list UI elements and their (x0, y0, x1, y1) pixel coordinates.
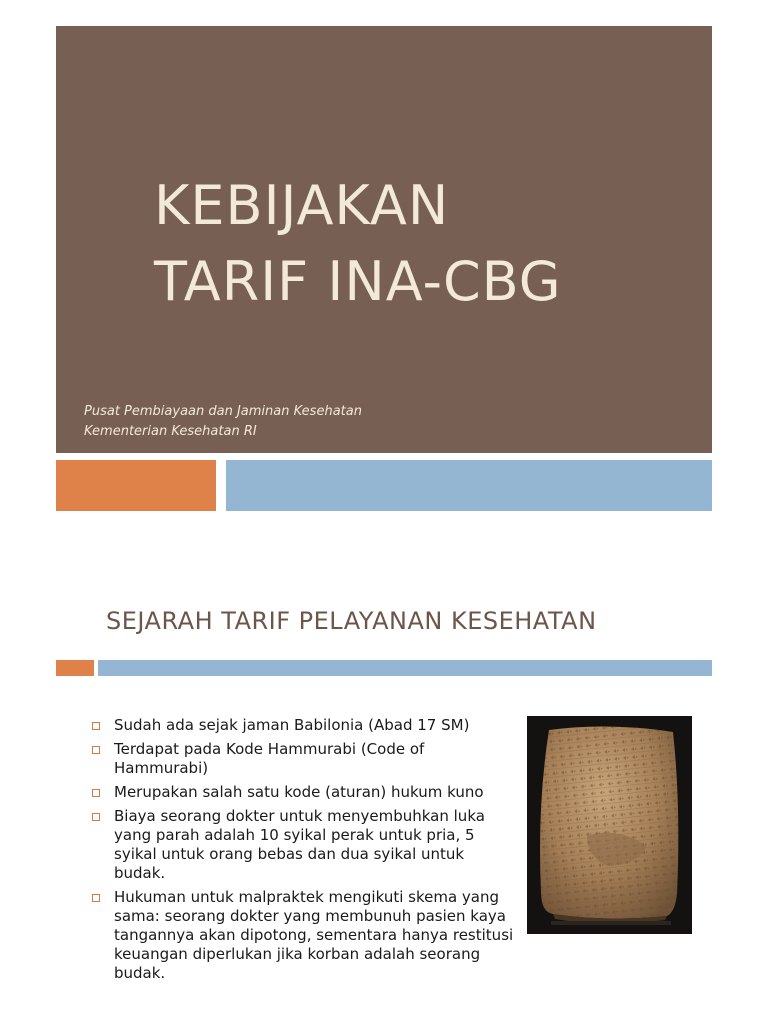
square-bullet-icon (92, 894, 100, 902)
main-title-line-2: TARIF INA-CBG (154, 250, 562, 313)
section-accent-bar-orange (56, 660, 94, 676)
bullet-item (90, 740, 516, 778)
clay-tablet-image (527, 716, 692, 934)
main-title-line-1: KEBIJAKAN (154, 174, 450, 237)
bullet-item (90, 783, 516, 802)
bullet-item (90, 888, 516, 983)
accent-bar-orange (56, 460, 216, 511)
section-accent-bar-blue (98, 660, 712, 676)
square-bullet-icon (92, 722, 100, 730)
square-bullet-icon (92, 746, 100, 754)
square-bullet-icon (92, 813, 100, 821)
bullet-list (90, 716, 516, 988)
title-slide-panel (56, 26, 712, 453)
section-title: SEJARAH TARIF PELAYANAN KESEHATAN (106, 607, 597, 635)
bullet-text: Biaya seorang dokter untuk menyembuhkan luka yang parah adalah 10 syikal perak untuk pria, 5 syikal untuk orang bebas dan dua syikal untuk budak. (114, 807, 485, 882)
bullet-item (90, 807, 516, 883)
clay-tablet-illustration (527, 716, 692, 934)
bullet-text: Merupakan salah satu kode (aturan) hukum kuno (114, 783, 484, 801)
subtitle-line-1: Pusat Pembiayaan dan Jaminan Kesehatan (84, 404, 362, 419)
bullet-text: Hukuman untuk malpraktek mengikuti skema yang sama: seorang dokter yang membunuh pasien kaya tangannya akan dipotong, sementara hanya restitusi keuangan diperlukan jika korban adalah seorang budak. (114, 888, 514, 982)
bullet-text: Terdapat pada Kode Hammurabi (Code of Hammurabi) (114, 740, 425, 777)
accent-bar-blue (226, 460, 712, 511)
bullet-text: Sudah ada sejak jaman Babilonia (Abad 17 SM) (114, 716, 470, 734)
subtitle-line-2: Kementerian Kesehatan RI (84, 424, 257, 439)
subtitle (84, 402, 362, 442)
square-bullet-icon (92, 789, 100, 797)
main-title (154, 168, 562, 320)
bullet-item (90, 716, 516, 735)
